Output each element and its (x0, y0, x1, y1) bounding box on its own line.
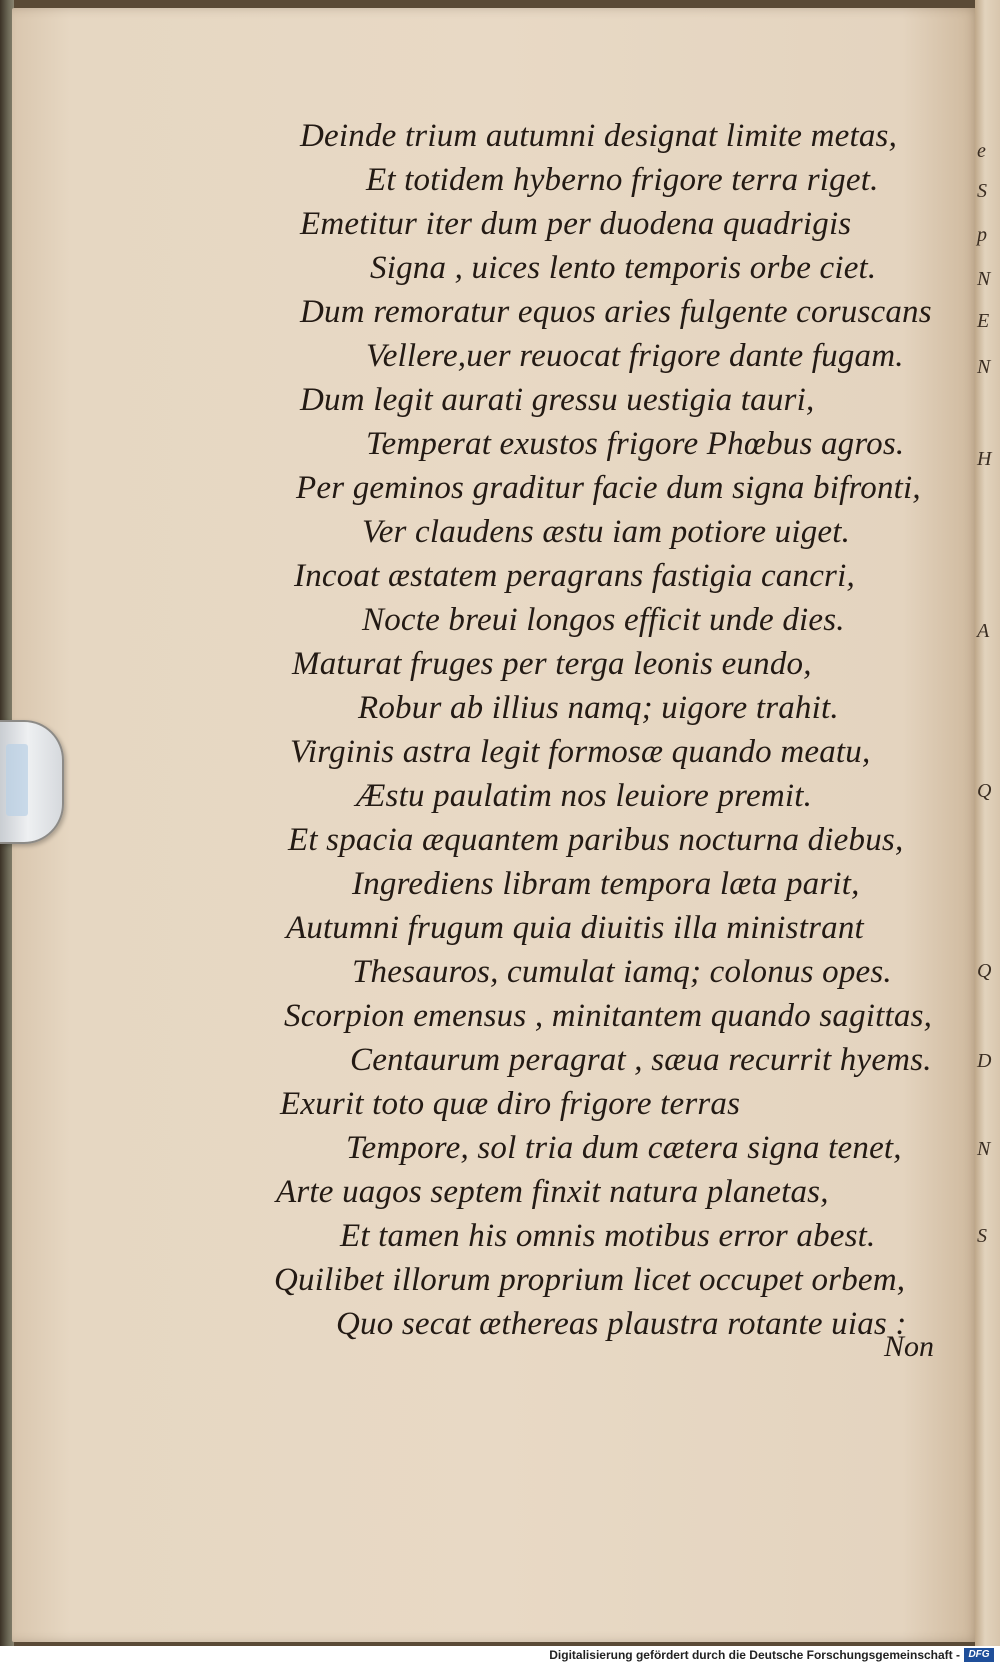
bleed-fragment: Q (977, 960, 992, 982)
verse-line: Autumni frugum quia diuitis illa ministrant (286, 910, 864, 946)
verse-line: Robur ab illius namq; uigore trahit. (358, 690, 839, 726)
verse-line: Ver claudens æstu iam potiore uiget. (362, 514, 851, 550)
bleed-fragment: S (977, 180, 987, 202)
funding-credit: Digitalisierung gefördert durch die Deutsche Forschungsgemeinschaft - (549, 1648, 960, 1662)
verse-line: Incoat æstatem peragrans fastigia cancri, (294, 558, 855, 594)
verse-line: Per geminos graditur facie dum signa bifronti, (296, 470, 921, 506)
verse-line: Dum remoratur equos aries fulgente coruscans (300, 294, 932, 330)
verse-line: Quilibet illorum proprium licet occupet orbem, (274, 1262, 906, 1298)
verse-line: Et tamen his omnis motibus error abest. (340, 1218, 876, 1254)
bleed-fragment: N (977, 1138, 991, 1160)
verse-line: Æstu paulatim nos leuiore premit. (356, 778, 813, 814)
bleed-fragment: A (977, 620, 990, 642)
bleed-fragment: E (977, 310, 990, 332)
catchword: Non (884, 1330, 935, 1363)
verse-line: Tempore, sol tria dum cætera signa tenet, (346, 1130, 902, 1166)
verse-line: Quo secat æthereas plaustra rotante uias : (336, 1306, 907, 1342)
verse-line: Et totidem hyberno frigore terra riget. (366, 162, 879, 198)
verse-line: Maturat fruges per terga leonis eundo, (292, 646, 812, 682)
bleed-fragment: N (977, 356, 991, 378)
verse-line: Dum legit aurati gressu uestigia tauri, (300, 382, 815, 418)
digitization-footer (0, 1646, 1000, 1666)
verse-line: Signa , uices lento temporis orbe ciet. (370, 250, 877, 286)
bleed-fragment: p (977, 224, 987, 246)
verse-line: Deinde trium autumni designat limite metas, (300, 118, 898, 154)
verse-line: Temperat exustos frigore Phœbus agros. (366, 426, 905, 462)
verse-line: Emetitur iter dum per duodena quadrigis (300, 206, 852, 242)
verse-line: Nocte breui longos efficit unde dies. (362, 602, 845, 638)
verse-line: Vellere,uer reuocat frigore dante fugam. (366, 338, 904, 374)
verse-line: Thesauros, cumulat iamq; colonus opes. (352, 954, 892, 990)
verse-line: Et spacia æquantem paribus nocturna diebus, (288, 822, 904, 858)
bleed-fragment: H (977, 448, 992, 470)
bleed-fragment: D (977, 1050, 992, 1072)
verse-line: Exurit toto quæ diro frigore terras (280, 1086, 741, 1122)
bleed-fragment: e (977, 140, 986, 162)
bleed-fragment: S (977, 1225, 987, 1247)
dfg-logo: DFG (964, 1648, 994, 1662)
bleed-fragment: N (977, 268, 991, 290)
verse-line: Scorpion emensus , minitantem quando sagittas, (284, 998, 933, 1034)
bleed-fragment: Q (977, 780, 992, 802)
verse-line: Virginis astra legit formosæ quando meatu, (290, 734, 871, 770)
verse-line: Arte uagos septem finxit natura planetas, (276, 1174, 829, 1210)
verse-line: Ingrediens libram tempora læta parit, (352, 866, 860, 902)
verse-line: Centaurum peragrat , sæua recurrit hyems. (350, 1042, 932, 1078)
